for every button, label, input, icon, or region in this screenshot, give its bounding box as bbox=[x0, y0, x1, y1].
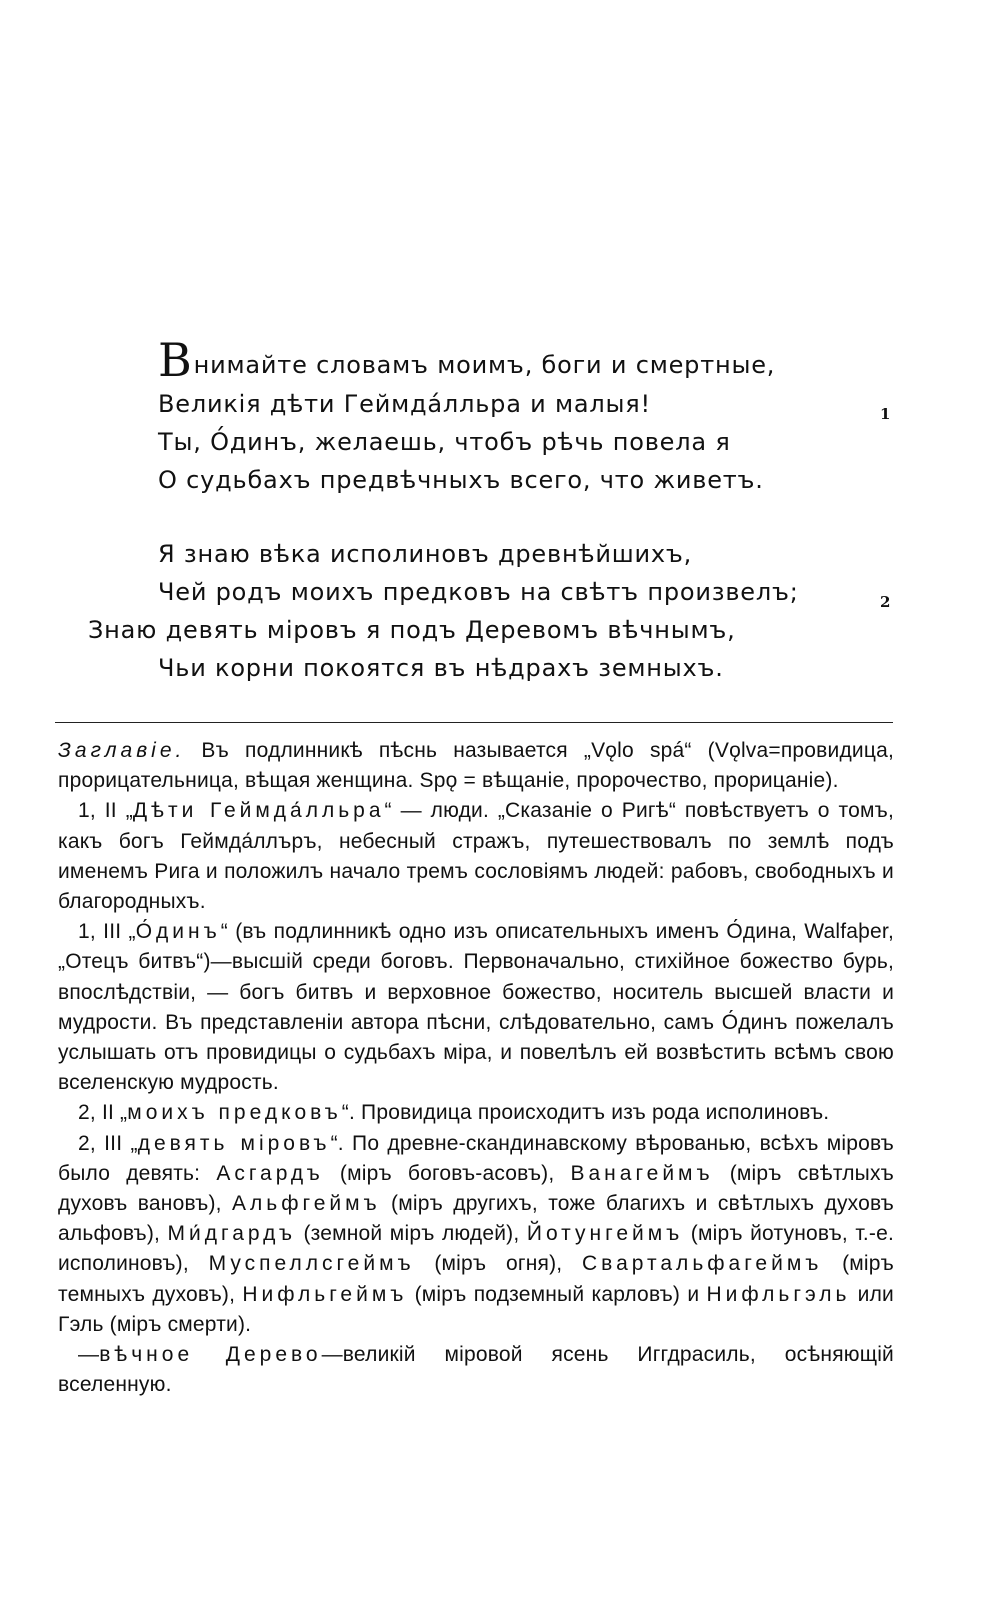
note-1-ii: 1, II „Дѣти Геймда́лльра“ — люди. „Сказаніе о Ригѣ“ повѣствуетъ о томъ, какъ богъ Геймда́ллъръ, небесный стражъ, путешествовалъ по землѣ подъ именемъ Рига и положилъ начало тремъ сословіямъ людей: рабовъ, свободныхъ и благородныхъ. bbox=[58, 799, 894, 914]
note-tree: —вѣчное Дерево—великій міровой ясень Иггдрасиль, осѣняющій вселенную. bbox=[58, 1343, 894, 1397]
note-title: Заглавіе. Въ подлинникѣ пѣснь называется „Vǫlo spá“ (Vǫlva=провидица, прорицательница, вѣщая женщина. Spǫ = вѣщаніе, пророчество, прорицаніе). bbox=[58, 739, 894, 793]
note-2-iii: 2, III „девять міровъ“. По древне-скандинавскому вѣрованью, всѣхъ міровъ было девять: Асгардъ (міръ боговъ-асовъ), Ванагеймъ (міръ свѣтлыхъ духовъ вановъ), Альфгеймъ (міръ другихъ, тоже благихъ и свѣтлыхъ духовъ альфовъ), Ми́дгардъ (земной міръ людей), Йотунгеймъ (міръ йотуновъ, т.-е. исполиновъ), Муспеллсгеймъ (міръ огня), Свартальфагеймъ (міръ темныхъ духовъ), Нифльгеймъ (міръ подземный карловъ) и Нифльгэль или Гэль (міръ смерти). bbox=[58, 1131, 895, 1336]
verse-line: Чей родъ моихъ предковъ на свѣтъ произвелъ; bbox=[158, 578, 799, 606]
note-1-iii: 1, III „О́динъ“ (въ подлинникѣ одно изъ описательныхъ именъ О́дина, Walfaþer, „Отецъ битвъ“)—высшій среди боговъ. Первоначально, стихійное божество бурь, впослѣдствіи, — богъ битвъ и верховное божество, носитель высшей власти и мудрости. Въ представленіи автора пѣсни, слѣдовательно, самъ О́динъ пожелалъ услышать отъ провидицы о судьбахъ міра, и повелѣлъ ей возвѣстить всѣмъ свою вселенскую мудрость. bbox=[58, 920, 895, 1095]
commentary bbox=[58, 736, 894, 1400]
verse-line: Великія дѣти Геймда́лльра и малыя! bbox=[158, 390, 651, 418]
stanza-number: 2 bbox=[880, 593, 892, 611]
verse-line: Я знаю вѣка исполиновъ древнѣйшихъ, bbox=[158, 540, 693, 568]
drop-cap: В bbox=[158, 333, 193, 387]
note-2-ii: 2, II „моихъ предковъ“. Провидица происходитъ изъ рода исполиновъ. bbox=[78, 1101, 830, 1125]
stanza-number: 1 bbox=[880, 405, 892, 423]
footnote-divider bbox=[55, 722, 893, 723]
verse-line: Внимайте словамъ моимъ, боги и смертные, bbox=[158, 333, 776, 387]
verse-line: Чьи корни покоятся въ нѣдрахъ земныхъ. bbox=[158, 654, 724, 682]
verse-line: Знаю девять міровъ я подъ Деревомъ вѣчнымъ, bbox=[88, 616, 736, 644]
verse-line: О судьбахъ предвѣчныхъ всего, что живетъ. bbox=[158, 466, 764, 494]
verse-line: Ты, О́динъ, желаешь, чтобъ рѣчь повела я bbox=[158, 428, 731, 456]
